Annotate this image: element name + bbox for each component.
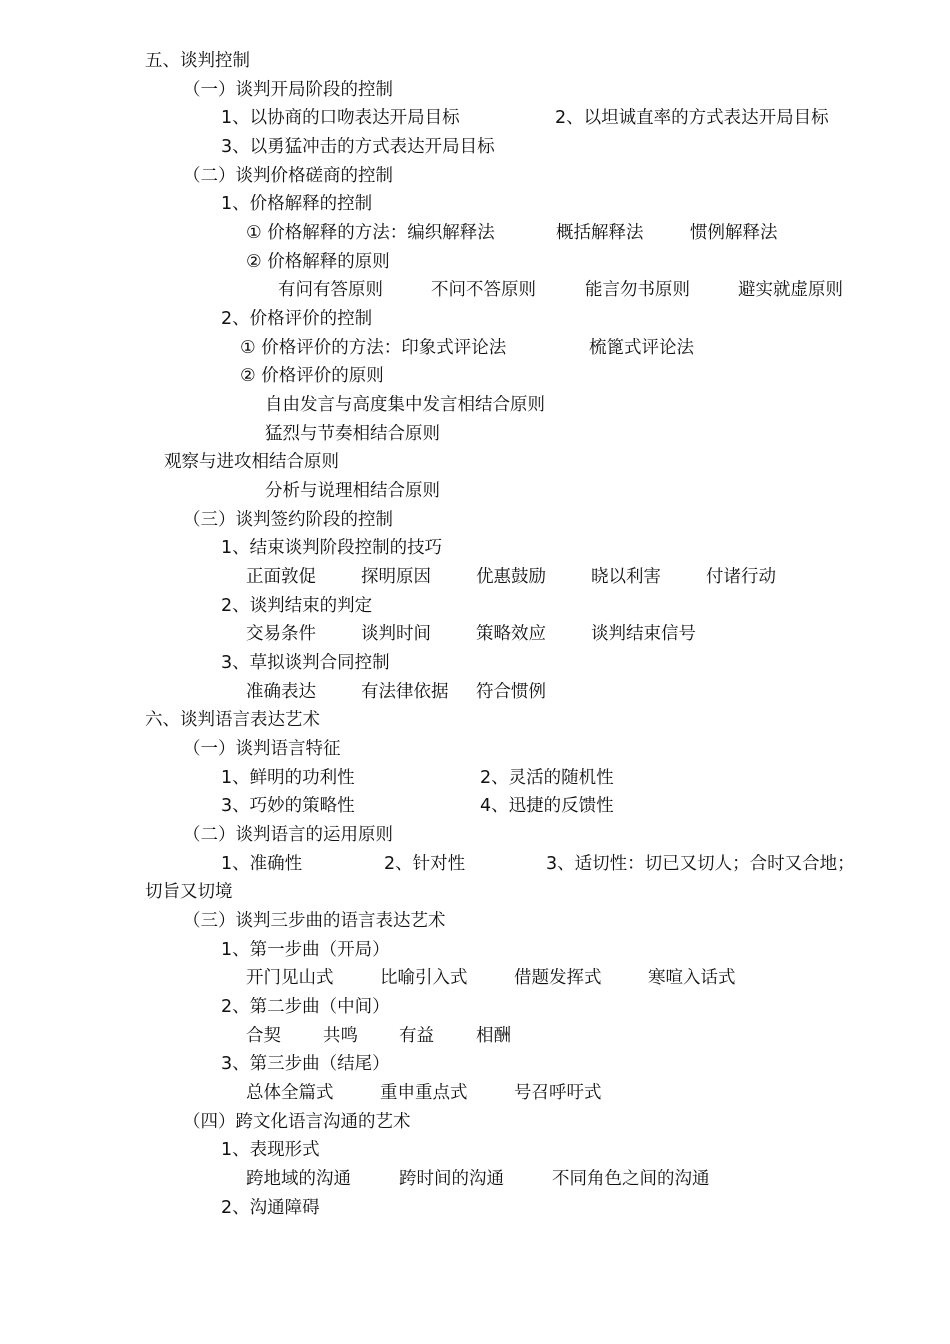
item: 梳篦式评论法: [589, 338, 694, 358]
item-heading: 1、结束谈判阶段控制的技巧: [221, 538, 443, 558]
subsection-heading: （三）谈判签约阶段的控制: [183, 510, 393, 530]
principle: 观察与进攻相结合原则: [164, 452, 339, 472]
item: 合契: [246, 1026, 281, 1046]
item: ① 价格评价的方法：印象式评论法: [240, 338, 507, 358]
item-heading: ② 价格解释的原则: [246, 252, 390, 272]
item-heading: 2、谈判结束的判定: [221, 596, 373, 616]
item: 跨地域的沟通: [246, 1169, 351, 1189]
subsection-heading: （一）谈判开局阶段的控制: [183, 80, 393, 100]
item: 优惠鼓励: [476, 567, 546, 587]
item: 交易条件: [246, 624, 316, 644]
item: 晓以利害: [591, 567, 661, 587]
item-heading: 1、第一步曲（开局）: [221, 940, 390, 960]
item-row: [0, 964, 950, 993]
item-row: [0, 104, 950, 133]
section-heading: 五、谈判控制: [145, 51, 250, 71]
item: 3、适切性：切已又切人；合时又合地；: [546, 854, 855, 874]
item: 4、迅捷的反馈性: [480, 796, 614, 816]
item-row: [0, 219, 950, 248]
item: 比喻引入式: [380, 968, 468, 988]
item-row: [0, 276, 950, 305]
item: 避实就虚原则: [738, 280, 843, 300]
item: 探明原因: [361, 567, 431, 587]
item: 跨时间的沟通: [399, 1169, 504, 1189]
item: 有法律依据: [361, 682, 449, 702]
item: 有益: [399, 1026, 434, 1046]
item: 相酬: [476, 1026, 511, 1046]
section-heading: 六、谈判语言表达艺术: [145, 710, 320, 730]
item-heading: 2、价格评价的控制: [221, 309, 373, 329]
item: 符合惯例: [476, 682, 546, 702]
item: 不问不答原则: [431, 280, 536, 300]
item-heading: 3、草拟谈判合同控制: [221, 653, 390, 673]
item-row: [0, 764, 950, 793]
item: 2、针对性: [384, 854, 466, 874]
subsection-heading: （四）跨文化语言沟通的艺术: [183, 1112, 411, 1132]
item-row: [0, 1079, 950, 1108]
item: 付诸行动: [706, 567, 776, 587]
item: 2、以坦诚直率的方式表达开局目标: [555, 108, 829, 128]
item: 借题发挥式: [514, 968, 602, 988]
item-row: [0, 133, 950, 162]
item: 概括解释法: [556, 223, 644, 243]
item: 3、巧妙的策略性: [221, 796, 355, 816]
item-row: [0, 850, 950, 879]
item: 总体全篇式: [246, 1083, 334, 1103]
item: 号召呼吁式: [514, 1083, 602, 1103]
principle: 分析与说理相结合原则: [265, 481, 440, 501]
principle: 猛烈与节奏相结合原则: [265, 424, 440, 444]
item: 不同角色之间的沟通: [552, 1169, 710, 1189]
item: 有问有答原则: [278, 280, 383, 300]
item: 1、准确性: [221, 854, 303, 874]
item: 共鸣: [323, 1026, 358, 1046]
item: 策略效应: [476, 624, 546, 644]
item: ① 价格解释的方法：编织解释法: [246, 223, 495, 243]
item: 重申重点式: [380, 1083, 468, 1103]
item-row: [0, 1165, 950, 1194]
item: 谈判结束信号: [591, 624, 696, 644]
subsection-heading: （二）谈判价格磋商的控制: [183, 166, 393, 186]
item: 3、以勇猛冲击的方式表达开局目标: [221, 137, 495, 157]
item-heading: 1、表现形式: [221, 1140, 320, 1160]
item: 开门见山式: [246, 968, 334, 988]
item-row: [0, 334, 950, 363]
item-heading: 2、第二步曲（中间）: [221, 997, 390, 1017]
principle: 自由发言与高度集中发言相结合原则: [265, 395, 545, 415]
item-row: [0, 1022, 950, 1051]
item: 2、灵活的随机性: [480, 768, 614, 788]
item: 寒喧入话式: [648, 968, 736, 988]
item-heading: ② 价格评价的原则: [240, 366, 384, 386]
item-row: [0, 792, 950, 821]
item: 谈判时间: [361, 624, 431, 644]
subsection-heading: （一）谈判语言特征: [183, 739, 341, 759]
item: 1、鲜明的功利性: [221, 768, 355, 788]
item: 1、以协商的口吻表达开局目标: [221, 108, 460, 128]
item-row: [0, 620, 950, 649]
item-row: [0, 563, 950, 592]
subsection-heading: （二）谈判语言的运用原则: [183, 825, 393, 845]
item: 能言勿书原则: [585, 280, 690, 300]
item: 惯例解释法: [690, 223, 778, 243]
item-heading: 3、第三步曲（结尾）: [221, 1054, 390, 1074]
item: 正面敦促: [246, 567, 316, 587]
item-heading: 2、沟通障碍: [221, 1198, 320, 1218]
item-heading: 1、价格解释的控制: [221, 194, 373, 214]
item-row: [0, 678, 950, 707]
continued-text: 切旨又切境: [145, 882, 233, 902]
subsection-heading: （三）谈判三步曲的语言表达艺术: [183, 911, 446, 931]
item: 准确表达: [246, 682, 316, 702]
